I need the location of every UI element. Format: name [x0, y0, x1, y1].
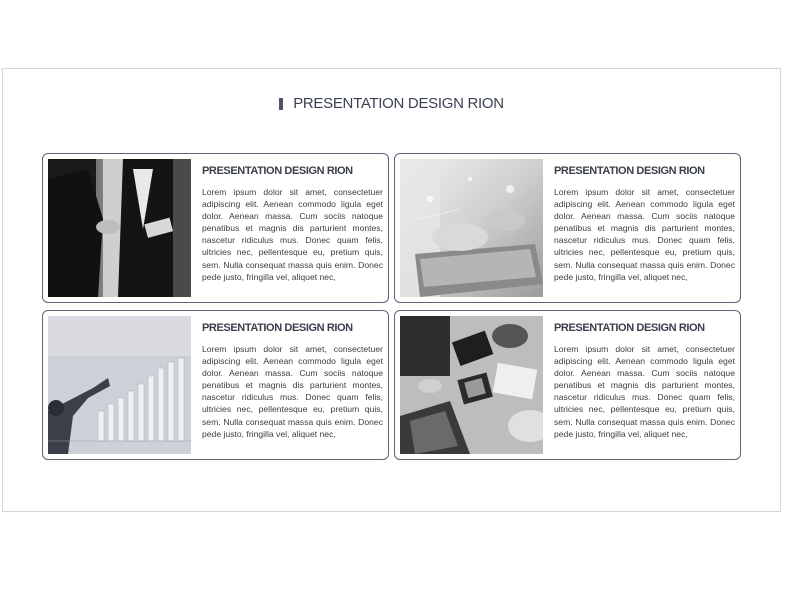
card-2[interactable] [394, 153, 741, 303]
card-heading: PRESENTATION DESIGN RION [554, 165, 705, 177]
card-4[interactable] [394, 310, 741, 460]
slide-title-row [3, 95, 780, 112]
card-heading: PRESENTATION DESIGN RION [202, 165, 353, 177]
card-body-text: Lorem ipsum dolor sit amet, consectetuer adipiscing elit. Aenean commodo ligula eget dolor. Aenean massa. Cum sociis natoque penatibus et magnis dis parturient montes, nascetur ridiculus mus. Donec quam felis, ultricies nec, pellentesque eu, pretium quis, sem. Nulla consequat massa quis enim. Donec pede justo, fringilla vel, aliquet nec, [554, 344, 735, 439]
card-heading: PRESENTATION DESIGN RION [202, 322, 353, 334]
slide-canvas [2, 68, 781, 512]
card-body-text: Lorem ipsum dolor sit amet, consectetuer adipiscing elit. Aenean commodo ligula eget dolor. Aenean massa. Cum sociis natoque penatibus et magnis dis parturient montes, nascetur ridiculus mus. Donec quam felis, ultricies nec, pellentesque eu, pretium quis, sem. Nulla consequat massa quis enim. Donec pede justo, fringilla vel, aliquet nec, [202, 187, 383, 282]
business-handshake-photo [48, 159, 191, 297]
laptop-typing-photo [400, 159, 543, 297]
card-heading: PRESENTATION DESIGN RION [554, 322, 705, 334]
card-body-text: Lorem ipsum dolor sit amet, consectetuer adipiscing elit. Aenean commodo ligula eget dolor. Aenean massa. Cum sociis natoque penatibus et magnis dis parturient montes, nascetur ridiculus mus. Donec quam felis, ultricies nec, pellentesque eu, pretium quis, sem. Nulla consequat massa quis enim. Donec pede justo, fringilla vel, aliquet nec, [202, 344, 383, 439]
card-3[interactable] [42, 310, 389, 460]
card-body-text: Lorem ipsum dolor sit amet, consectetuer adipiscing elit. Aenean commodo ligula eget dolor. Aenean massa. Cum sociis natoque penatibus et magnis dis parturient montes, nascetur ridiculus mus. Donec quam felis, ultricies nec, pellentesque eu, pretium quis, sem. Nulla consequat massa quis enim. Donec pede justo, fringilla vel, aliquet nec, [554, 187, 735, 282]
team-meeting-photo [400, 316, 543, 454]
growth-chart-photo [48, 316, 191, 454]
card-1[interactable] [42, 153, 389, 303]
title-accent-bar [279, 98, 283, 110]
slide-title: PRESENTATION DESIGN RION [293, 95, 504, 112]
